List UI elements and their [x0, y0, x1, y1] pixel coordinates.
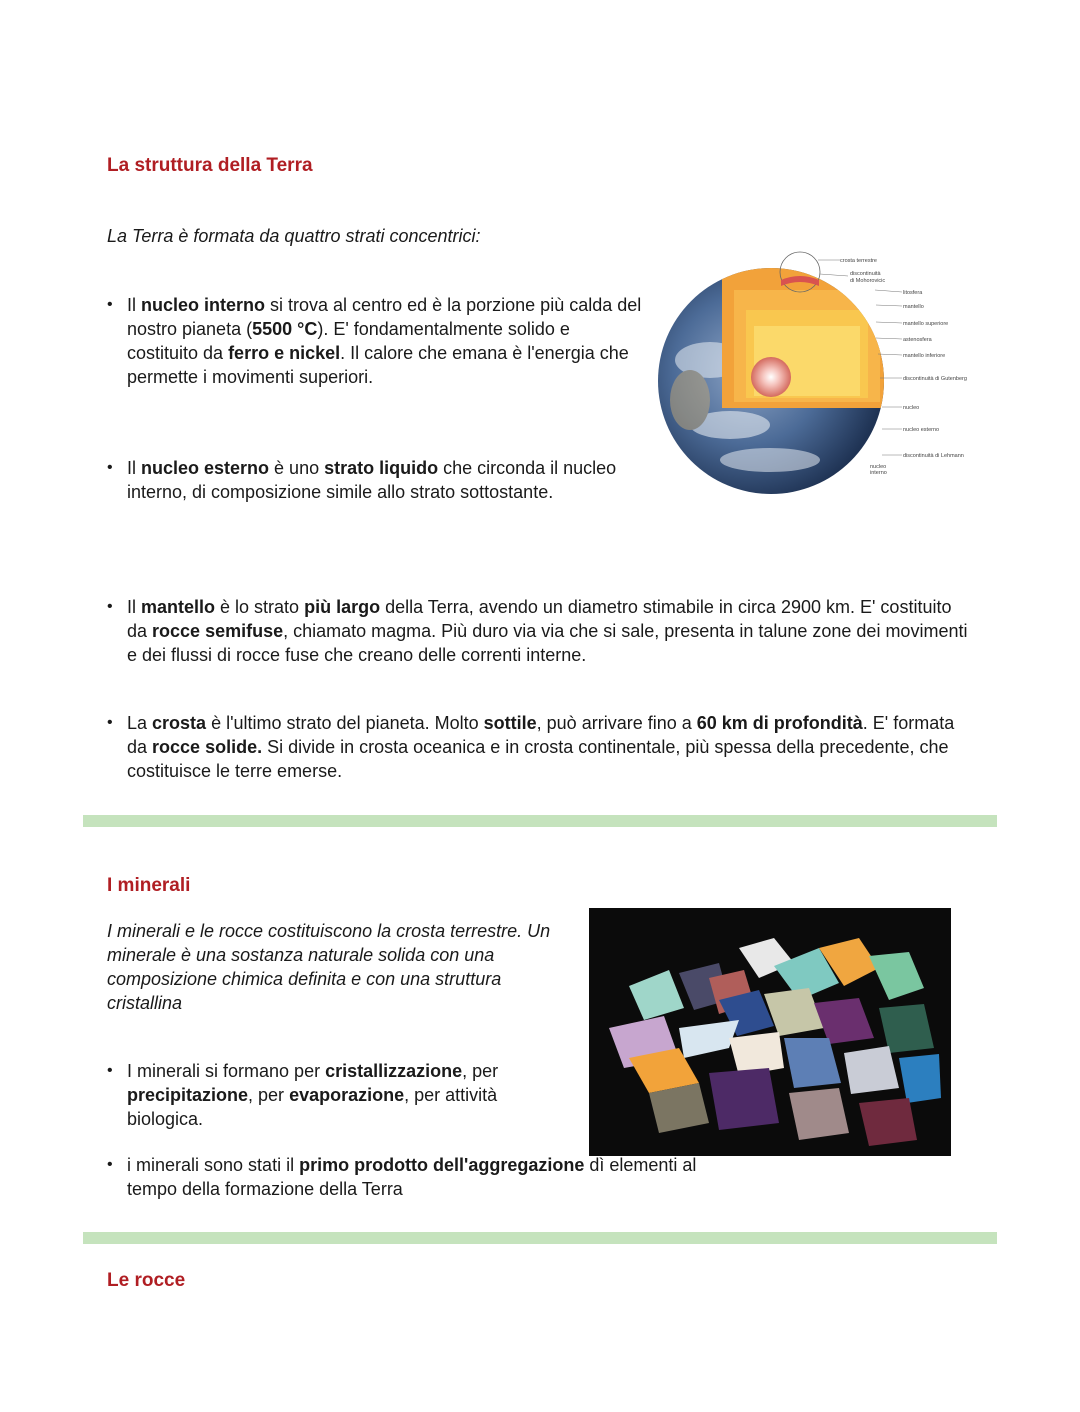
- section-title-struttura: La struttura della Terra: [107, 155, 313, 176]
- inner-core: [751, 357, 791, 397]
- section-divider-2: [83, 1232, 997, 1244]
- label-litosfera: litosfera: [903, 290, 923, 296]
- section-title-rocce: Le rocce: [107, 1270, 186, 1291]
- label-nucleo-interno-2: interno: [870, 470, 887, 476]
- earth-structure-diagram: [650, 250, 980, 500]
- label-mantello-inferiore: mantello inferiore: [903, 353, 946, 359]
- label-nucleo: nucleo: [903, 405, 920, 411]
- label-lehmann: discontinuità di Lehmann: [903, 453, 964, 459]
- label-mantello-superiore: mantello superiore: [903, 321, 949, 327]
- minerals-photo: [589, 908, 951, 1156]
- section-divider: [83, 815, 997, 827]
- label-moho-2: di Mohorovicic: [850, 278, 886, 284]
- label-nucleo-interno-1: nucleo: [870, 464, 887, 470]
- bullet-mantello: • Il mantello è lo strato più largo della Terra, avendo un diametro stimabile in circa 2900 km. E' costituito da rocce semifuse, chiamato magma. Più duro via via che si sale, presenta in talune zone dei movimenti e dei flussi di rocce fuse che creano delle correnti interne.: [107, 595, 972, 667]
- label-gutenberg: discontinuità di Gutenberg: [903, 376, 967, 382]
- bullet-crosta: • La crosta è l'ultimo strato del pianeta. Molto sottile, può arrivare fino a 60 km di profondità. E' formata da rocce solide. Si divide in crosta oceanica e in crosta continentale, più spessa della precedente, che costituisce le terre emerse.: [107, 711, 977, 783]
- bullet-nucleo-interno: • Il nucleo interno si trova al centro ed è la porzione più calda del nostro pianeta (5500 °C). E' fondamentalmente solido e costituito da ferro e nickel. Il calore che emana è l'energia che permette i movimenti superiori.: [107, 293, 642, 389]
- bullet-nucleo-esterno: • Il nucleo esterno è uno strato liquido che circonda il nucleo interno, di composizione simile allo strato sottostante.: [107, 456, 627, 504]
- label-moho-1: discontinuità: [850, 271, 881, 277]
- section-intro-minerali: I minerali e le rocce costituiscono la crosta terrestre. Un minerale è una sostanza naturale solida con una composizione chimica definita e con una struttura cristallina: [107, 921, 551, 1013]
- label-crosta-terrestre: crosta terrestre: [840, 258, 877, 264]
- section-title-minerali: I minerali: [107, 875, 191, 896]
- bullet-formazione-minerali: • I minerali si formano per cristallizzazione, per precipitazione, per evaporazione, per attività biologica.: [107, 1059, 557, 1131]
- label-astenosfera: astenosfera: [903, 337, 932, 343]
- label-mantello: mantello: [903, 304, 924, 310]
- label-nucleo-esterno: nucleo esterno: [903, 427, 940, 433]
- bullet-primo-prodotto: • i minerali sono stati il primo prodotto dell'aggregazione dì elementi al tempo della formazione della Terra: [107, 1153, 747, 1201]
- section-intro-struttura: La Terra è formata da quattro strati concentrici:: [107, 226, 481, 246]
